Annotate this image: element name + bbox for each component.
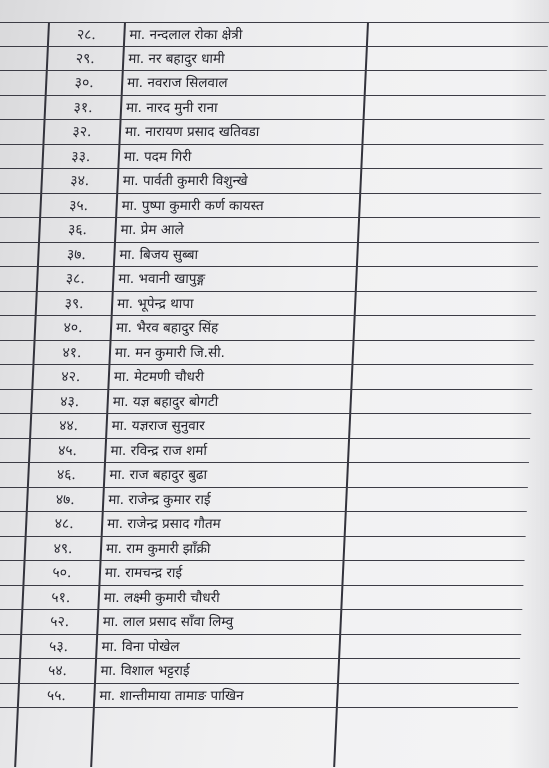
- serial-number: ५२.: [49, 614, 70, 630]
- table-row: [0, 22, 549, 47]
- member-name: मा. यज्ञराज सुनुवार: [111, 418, 206, 434]
- serial-number: ४६.: [56, 467, 77, 483]
- member-name: मा. राजेन्द्र कुमार राई: [107, 491, 211, 508]
- serial-number: ४९.: [53, 540, 73, 557]
- member-name: मा. रामचन्द्र राई: [104, 565, 183, 581]
- table-row: [0, 414, 531, 439]
- serial-number: ३३.: [71, 148, 91, 165]
- table-row: [0, 316, 536, 341]
- table-row: [0, 292, 537, 317]
- serial-number: ३१.: [73, 99, 93, 116]
- serial-number: २९.: [75, 50, 96, 67]
- table-row: [0, 537, 526, 562]
- serial-number: ४८.: [54, 516, 75, 532]
- member-name: मा. पदम गिरी: [123, 148, 192, 165]
- table-row: [0, 463, 529, 488]
- table-row: [0, 512, 527, 537]
- member-name: मा. बिजय सुब्बा: [119, 246, 199, 263]
- serial-number: ४३.: [59, 393, 80, 410]
- table-row: [0, 586, 523, 611]
- table-row: [0, 684, 519, 709]
- member-name: मा. रविन्द्र राज शर्मा: [110, 442, 208, 459]
- serial-number: ५३.: [48, 638, 69, 655]
- serial-number: ५५.: [46, 687, 67, 704]
- member-name: मा. राज बहादुर बुढा: [109, 467, 208, 483]
- serial-number: २८.: [76, 27, 97, 43]
- member-name: मा. विशाल भट्टराई: [100, 663, 190, 679]
- member-name: मा. पार्वती कुमारी विशुन्खे: [122, 173, 248, 189]
- serial-number: ५४.: [47, 663, 68, 679]
- table-row: [0, 47, 548, 72]
- member-name: मा. पुष्पा कुमारी कर्ण कायस्त: [121, 197, 264, 214]
- member-name: मा. विना पोखेल: [101, 638, 180, 655]
- member-name: मा. नारद मुनी राना: [125, 99, 218, 116]
- serial-number: ३४.: [69, 173, 90, 189]
- table-row: [0, 659, 520, 684]
- table-row: [0, 341, 535, 366]
- member-name: मा. राम कुमारी झाँक्री: [105, 540, 211, 557]
- serial-number: ४०.: [63, 320, 83, 336]
- serial-number: ३०.: [74, 75, 95, 91]
- serial-number: ३९.: [64, 295, 85, 312]
- member-name: मा. लाल प्रसाद साँवा लिम्वु: [102, 614, 234, 630]
- member-name: मा. मेटमणी चौधरी: [113, 369, 205, 385]
- serial-number: ४१.: [62, 344, 82, 361]
- table-row: [0, 439, 530, 464]
- table-row: [0, 243, 539, 268]
- table-row: [0, 145, 543, 170]
- member-name: मा. नवराज सिलवाल: [126, 75, 229, 91]
- table-row: [0, 169, 542, 194]
- table-row: [0, 218, 540, 243]
- table-row: [0, 561, 525, 586]
- table-row: [0, 120, 545, 145]
- member-name: मा. मन कुमारी जि.सी.: [114, 344, 226, 361]
- members-table: [0, 22, 549, 708]
- member-name: मा. भूपेन्द्र थापा: [116, 295, 194, 312]
- member-name: मा. भवानी खापुङ्ग: [117, 271, 206, 287]
- serial-number: ३७.: [66, 246, 87, 263]
- table-row: [0, 635, 521, 660]
- table-row: [0, 267, 538, 292]
- serial-number: ३६.: [67, 222, 88, 238]
- table-row: [0, 390, 532, 415]
- table-row: [0, 488, 528, 513]
- serial-number: ४५.: [57, 442, 78, 459]
- member-name: मा. शान्तीमाया तामाङ पाखिन: [99, 687, 244, 704]
- table-rows: [0, 22, 549, 708]
- serial-number: ४२.: [61, 369, 81, 385]
- member-name: मा. नारायण प्रसाद खतिवडा: [124, 124, 260, 140]
- serial-number: ३५.: [68, 197, 89, 214]
- table-row: [0, 71, 547, 96]
- member-name: मा. प्रेम आले: [120, 222, 185, 238]
- member-name: मा. नर बहादुर धामी: [127, 50, 225, 67]
- serial-number: ४४.: [58, 418, 79, 434]
- serial-number: ४७.: [55, 491, 76, 508]
- table-row: [0, 96, 546, 121]
- member-name: मा. भैरव बहादुर सिंह: [115, 320, 219, 336]
- member-name: मा. राजेन्द्र प्रसाद गौतम: [106, 516, 222, 532]
- member-name: मा. नन्दलाल रोका क्षेत्री: [129, 27, 243, 43]
- member-name: मा. यज्ञ बहादुर बोगटी: [112, 393, 219, 410]
- member-name: मा. लक्ष्मी कुमारी चौधरी: [103, 589, 221, 606]
- serial-number: ५०.: [52, 565, 72, 581]
- paper-shadow: [509, 0, 549, 768]
- table-row: [0, 365, 533, 390]
- serial-number: ३८.: [65, 271, 86, 287]
- table-row: [0, 194, 541, 219]
- serial-number: ३२.: [72, 124, 92, 140]
- serial-number: ५१.: [50, 589, 71, 606]
- table-row: [0, 610, 522, 635]
